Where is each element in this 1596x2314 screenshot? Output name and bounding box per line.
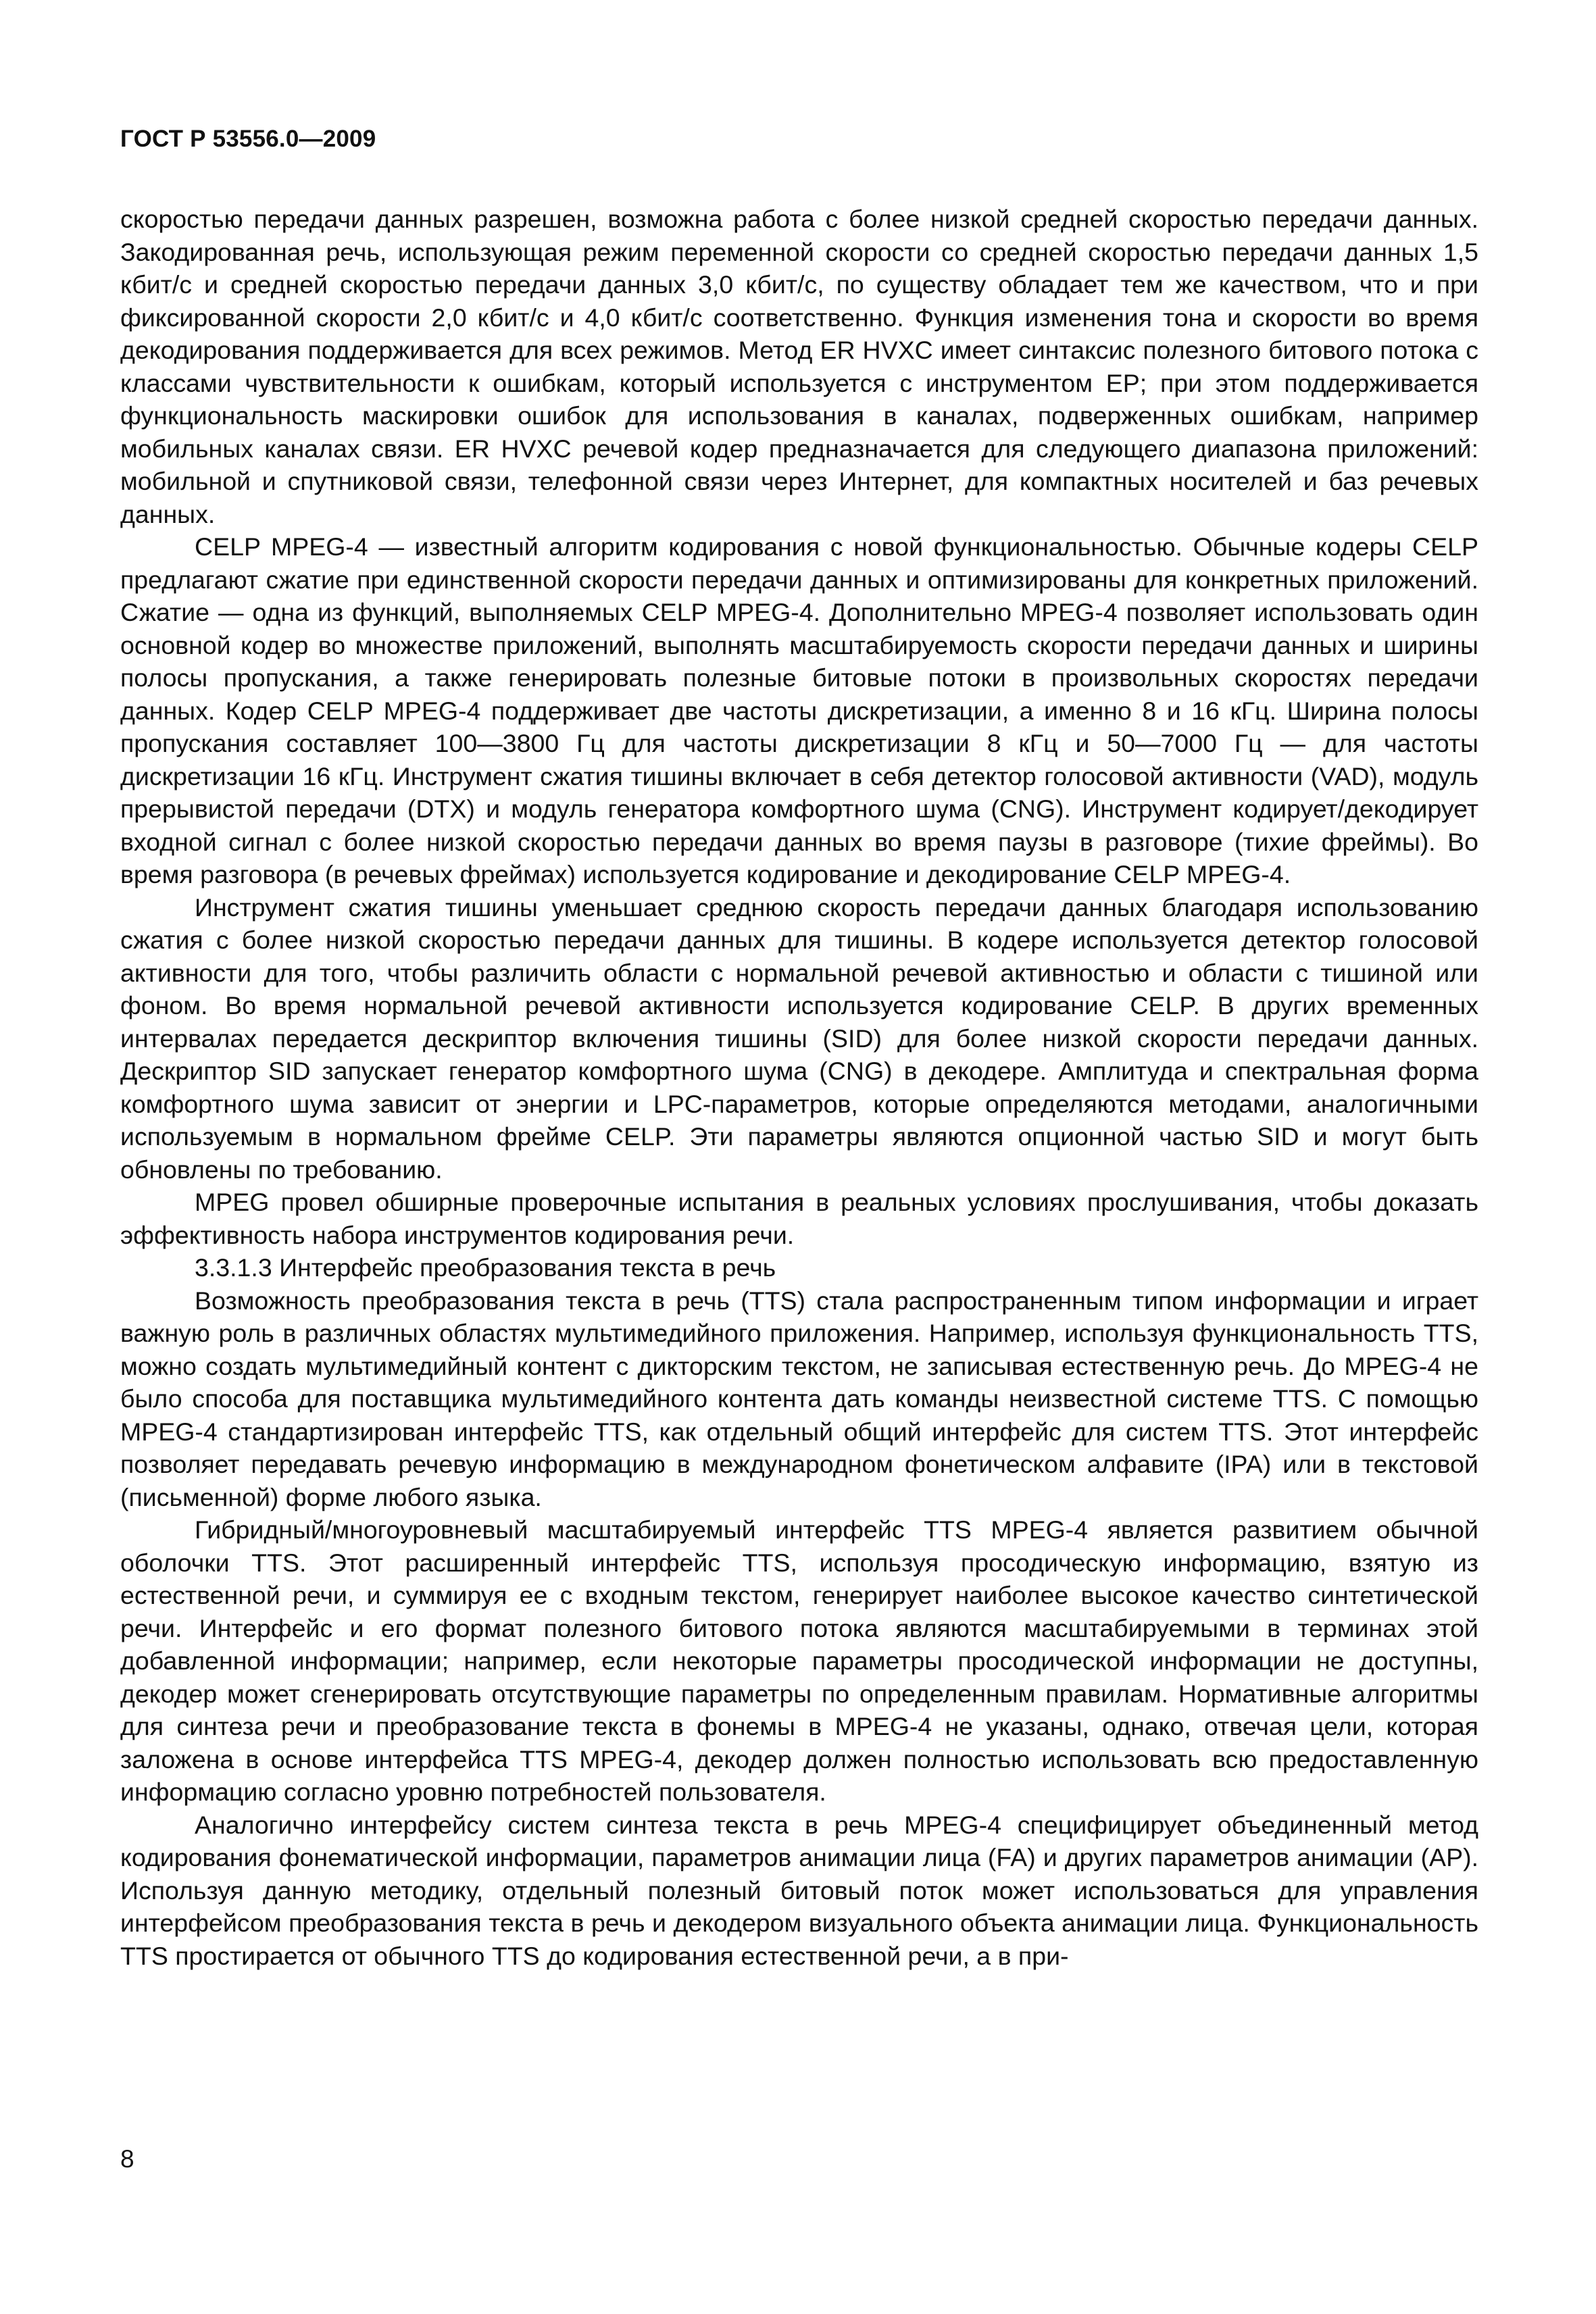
paragraph: скоростью передачи данных разрешен, возможна работа с более низкой средней скоростью передачи данных. Закодированная речь, использующая режим переменной скорости со средней скоростью передачи данных 1,5 кбит/с и средней скоростью передачи данных 3,0 кбит/с, по существу обладает тем же качеством, что и при фиксированной скорости 2,0 кбит/с и 4,0 кбит/с соответственно. Функция изменения тона и скорости во время декодирования поддерживается для всех режимов. Метод ER HVXC имеет синтаксис полезного битового потока с классами чувствительности к ошибкам, который используется с инструментом EP; при этом поддерживается функциональность маскировки ошибок для использования в каналах, подверженных ошибкам, например мобильных каналах связи. ER HVXC речевой кодер предназначается для следующего диапазона приложений: мобильной и спутниковой связи, телефонной связи через Интернет, для компактных носителей и баз речевых данных.: [120, 205, 1478, 528]
paragraph: Возможность преобразования текста в речь (TTS) стала распространенным типом информации и играет важную роль в различных областях мультимедийного приложения. Например, используя функциональность TTS, можно создать мультимедийный контент с дикторским текстом, не записывая естественную речь. До MPEG-4 не было способа для поставщика мультимедийного контента дать команды неизвестной системе TTS. С помощью MPEG-4 стандартизирован интерфейс TTS, как отдельный общий интерфейс для систем TTS. Этот интерфейс позволяет передавать речевую информацию в международном фонетическом алфавите (IPA) или в текстовой (письменной) форме любого языка.: [120, 1286, 1478, 1511]
page-number: 8: [120, 2145, 134, 2173]
paragraph: CELP MPEG-4 — известный алгоритм кодирования с новой функциональностью. Обычные кодеры CELP предлагают сжатие при единственной скорости передачи данных и оптимизированы для конкретных приложений. Сжатие — одна из функций, выполняемых CELP MPEG-4. Дополнительно MPEG-4 позволяет использовать один основной кодер во множестве приложений, выполнять масштабируемость скорости передачи данных и ширины полосы пропускания, а также генерировать полезные битовые потоки в произвольных скоростях передачи данных. Кодер CELP MPEG-4 поддерживает две частоты дискретизации, а именно 8 и 16 кГц. Ширина полосы пропускания составляет 100—3800 Гц для частоты дискретизации 8 кГц и 50—7000 Гц — для частоты дискретизации 16 кГц. Инструмент сжатия тишины включает в себя детектор голосовой активности (VAD), модуль прерывистой передачи (DTX) и модуль генератора комфортного шума (CNG). Инструмент кодирует/декодирует входной сигнал с более низкой скоростью передачи данных во время паузы в разговоре (тихие фреймы). Во время разговора (в речевых фреймах) используется кодирование и декодирование CELP MPEG-4.: [120, 532, 1478, 888]
paragraph: Аналогично интерфейсу систем синтеза текста в речь MPEG-4 специфицирует объединенный метод кодирования фонематической информации, параметров анимации лица (FA) и других параметров анимации (AP). Используя данную методику, отдельный полезный битовый поток может использоваться для управления интерфейсом преобразования текста в речь и декодером визуального объекта анимации лица. Функциональность TTS простирается от обычного TTS до кодирования естественной речи, а в при-: [120, 1810, 1478, 1970]
paragraph: Гибридный/многоуровневый масштабируемый интерфейс TTS MPEG-4 является развитием обычной оболочки TTS. Этот расширенный интерфейс TTS, используя просодическую информацию, взятую из естественной речи, и суммируя ее с входным текстом, генерирует наиболее высокое качество синтетической речи. Интерфейс и его формат полезного битового потока являются масштабируемыми в терминах этой добавленной информации; например, если некоторые параметры просодической информации не доступны, декодер может сгенерировать отсутствующие параметры по определенным правилам. Нормативные алгоритмы для синтеза речи и преобразование текста в фонемы в MPEG-4 не указаны, однако, отвечая цели, которая заложена в основе интерфейса TTS MPEG-4, декодер должен полностью использовать всю предоставленную информацию согласно уровню потребностей пользователя.: [120, 1515, 1478, 1806]
paragraph: Инструмент сжатия тишины уменьшает среднюю скорость передачи данных благодаря использованию сжатия с более низкой скоростью передачи данных для тишины. В кодере используется детектор голосовой активности для того, чтобы различить области с нормальной речевой активностью и области с тишиной или фоном. Во время нормальной речевой активности используется кодирование CELP. В других временных интервалах передается дескриптор включения тишины (SID) для более низкой скорости передачи данных. Дескриптор SID запускает генератор комфортного шума (CNG) в декодере. Амплитуда и спектральная форма комфортного шума зависит от энергии и LPC-параметров, которые определяются методами, аналогичными используемым в нормальном фрейме CELP. Эти параметры являются опционной частью SID и могут быть обновлены по требованию.: [120, 892, 1478, 1184]
page-header-title: ГОСТ Р 53556.0—2009: [120, 126, 376, 152]
document-body: [120, 203, 1478, 1972]
section-heading: 3.3.1.3 Интерфейс преобразования текста в речь: [195, 1253, 776, 1282]
paragraph: MPEG провел обширные проверочные испытания в реальных условиях прослушивания, чтобы доказать эффективность набора инструментов кодирования речи.: [120, 1188, 1478, 1249]
